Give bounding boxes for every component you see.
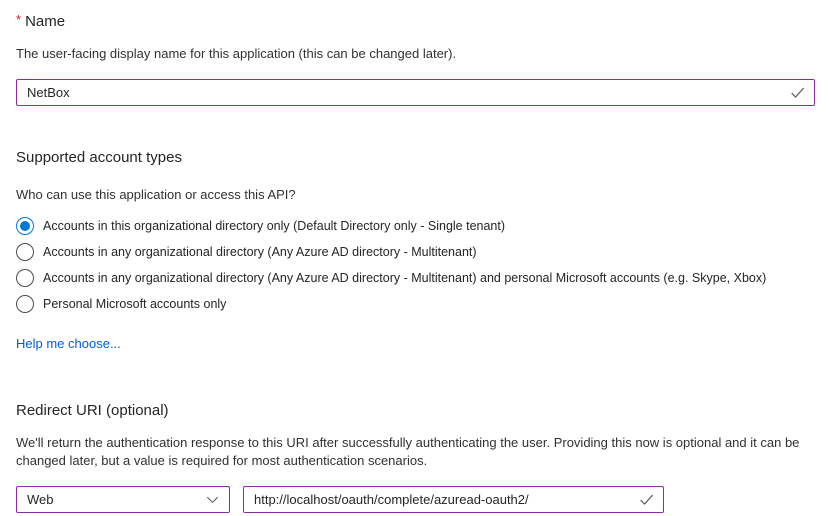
- account-type-option-single-tenant[interactable]: [16, 213, 815, 239]
- account-type-option-label: Accounts in any organizational directory (Any Azure AD directory - Multitenant) and personal Microsoft accounts (e.g. Skype, Xbox): [43, 271, 767, 285]
- account-type-option-label: Personal Microsoft accounts only: [43, 297, 227, 311]
- name-input[interactable]: [27, 85, 789, 100]
- account-types-radio-group: [16, 213, 815, 317]
- platform-select-value: Web: [27, 492, 54, 507]
- redirect-uri-input[interactable]: [254, 492, 638, 507]
- help-me-choose-link[interactable]: Help me choose...: [16, 336, 121, 351]
- required-asterisk: *: [16, 12, 22, 27]
- valid-checkmark-icon: [638, 491, 655, 508]
- redirect-uri-controls: [16, 486, 815, 513]
- account-type-option-label: Accounts in any organizational directory (Any Azure AD directory - Multitenant): [43, 245, 477, 259]
- name-input-field[interactable]: [16, 79, 815, 106]
- redirect-uri-description: We'll return the authentication response to this URI after successfully authenticating the user. Providing this now is optional and it can be changed later, but a value is required for most authentication scenarios.: [16, 435, 800, 468]
- account-type-option-label: Accounts in this organizational directory only (Default Directory only - Single tenant): [43, 219, 506, 233]
- redirect-uri-heading: Redirect URI (optional): [16, 402, 169, 419]
- name-section-heading: [16, 10, 815, 31]
- radio-unselected-icon[interactable]: [16, 243, 34, 261]
- radio-unselected-icon[interactable]: [16, 295, 34, 313]
- account-type-option-multitenant-personal[interactable]: [16, 265, 815, 291]
- platform-select[interactable]: [16, 486, 230, 513]
- redirect-uri-input-field[interactable]: [243, 486, 664, 513]
- name-description: The user-facing display name for this application (this can be changed later).: [16, 46, 457, 61]
- valid-checkmark-icon: [789, 84, 806, 101]
- account-type-option-multitenant[interactable]: [16, 239, 815, 265]
- account-types-heading: Supported account types: [16, 149, 182, 166]
- account-type-option-personal-only[interactable]: [16, 291, 815, 317]
- account-types-question: Who can use this application or access this API?: [16, 187, 296, 202]
- name-heading-label: Name: [25, 13, 66, 30]
- radio-unselected-icon[interactable]: [16, 269, 34, 287]
- radio-selected-icon[interactable]: [16, 217, 34, 235]
- chevron-down-icon: [205, 492, 220, 507]
